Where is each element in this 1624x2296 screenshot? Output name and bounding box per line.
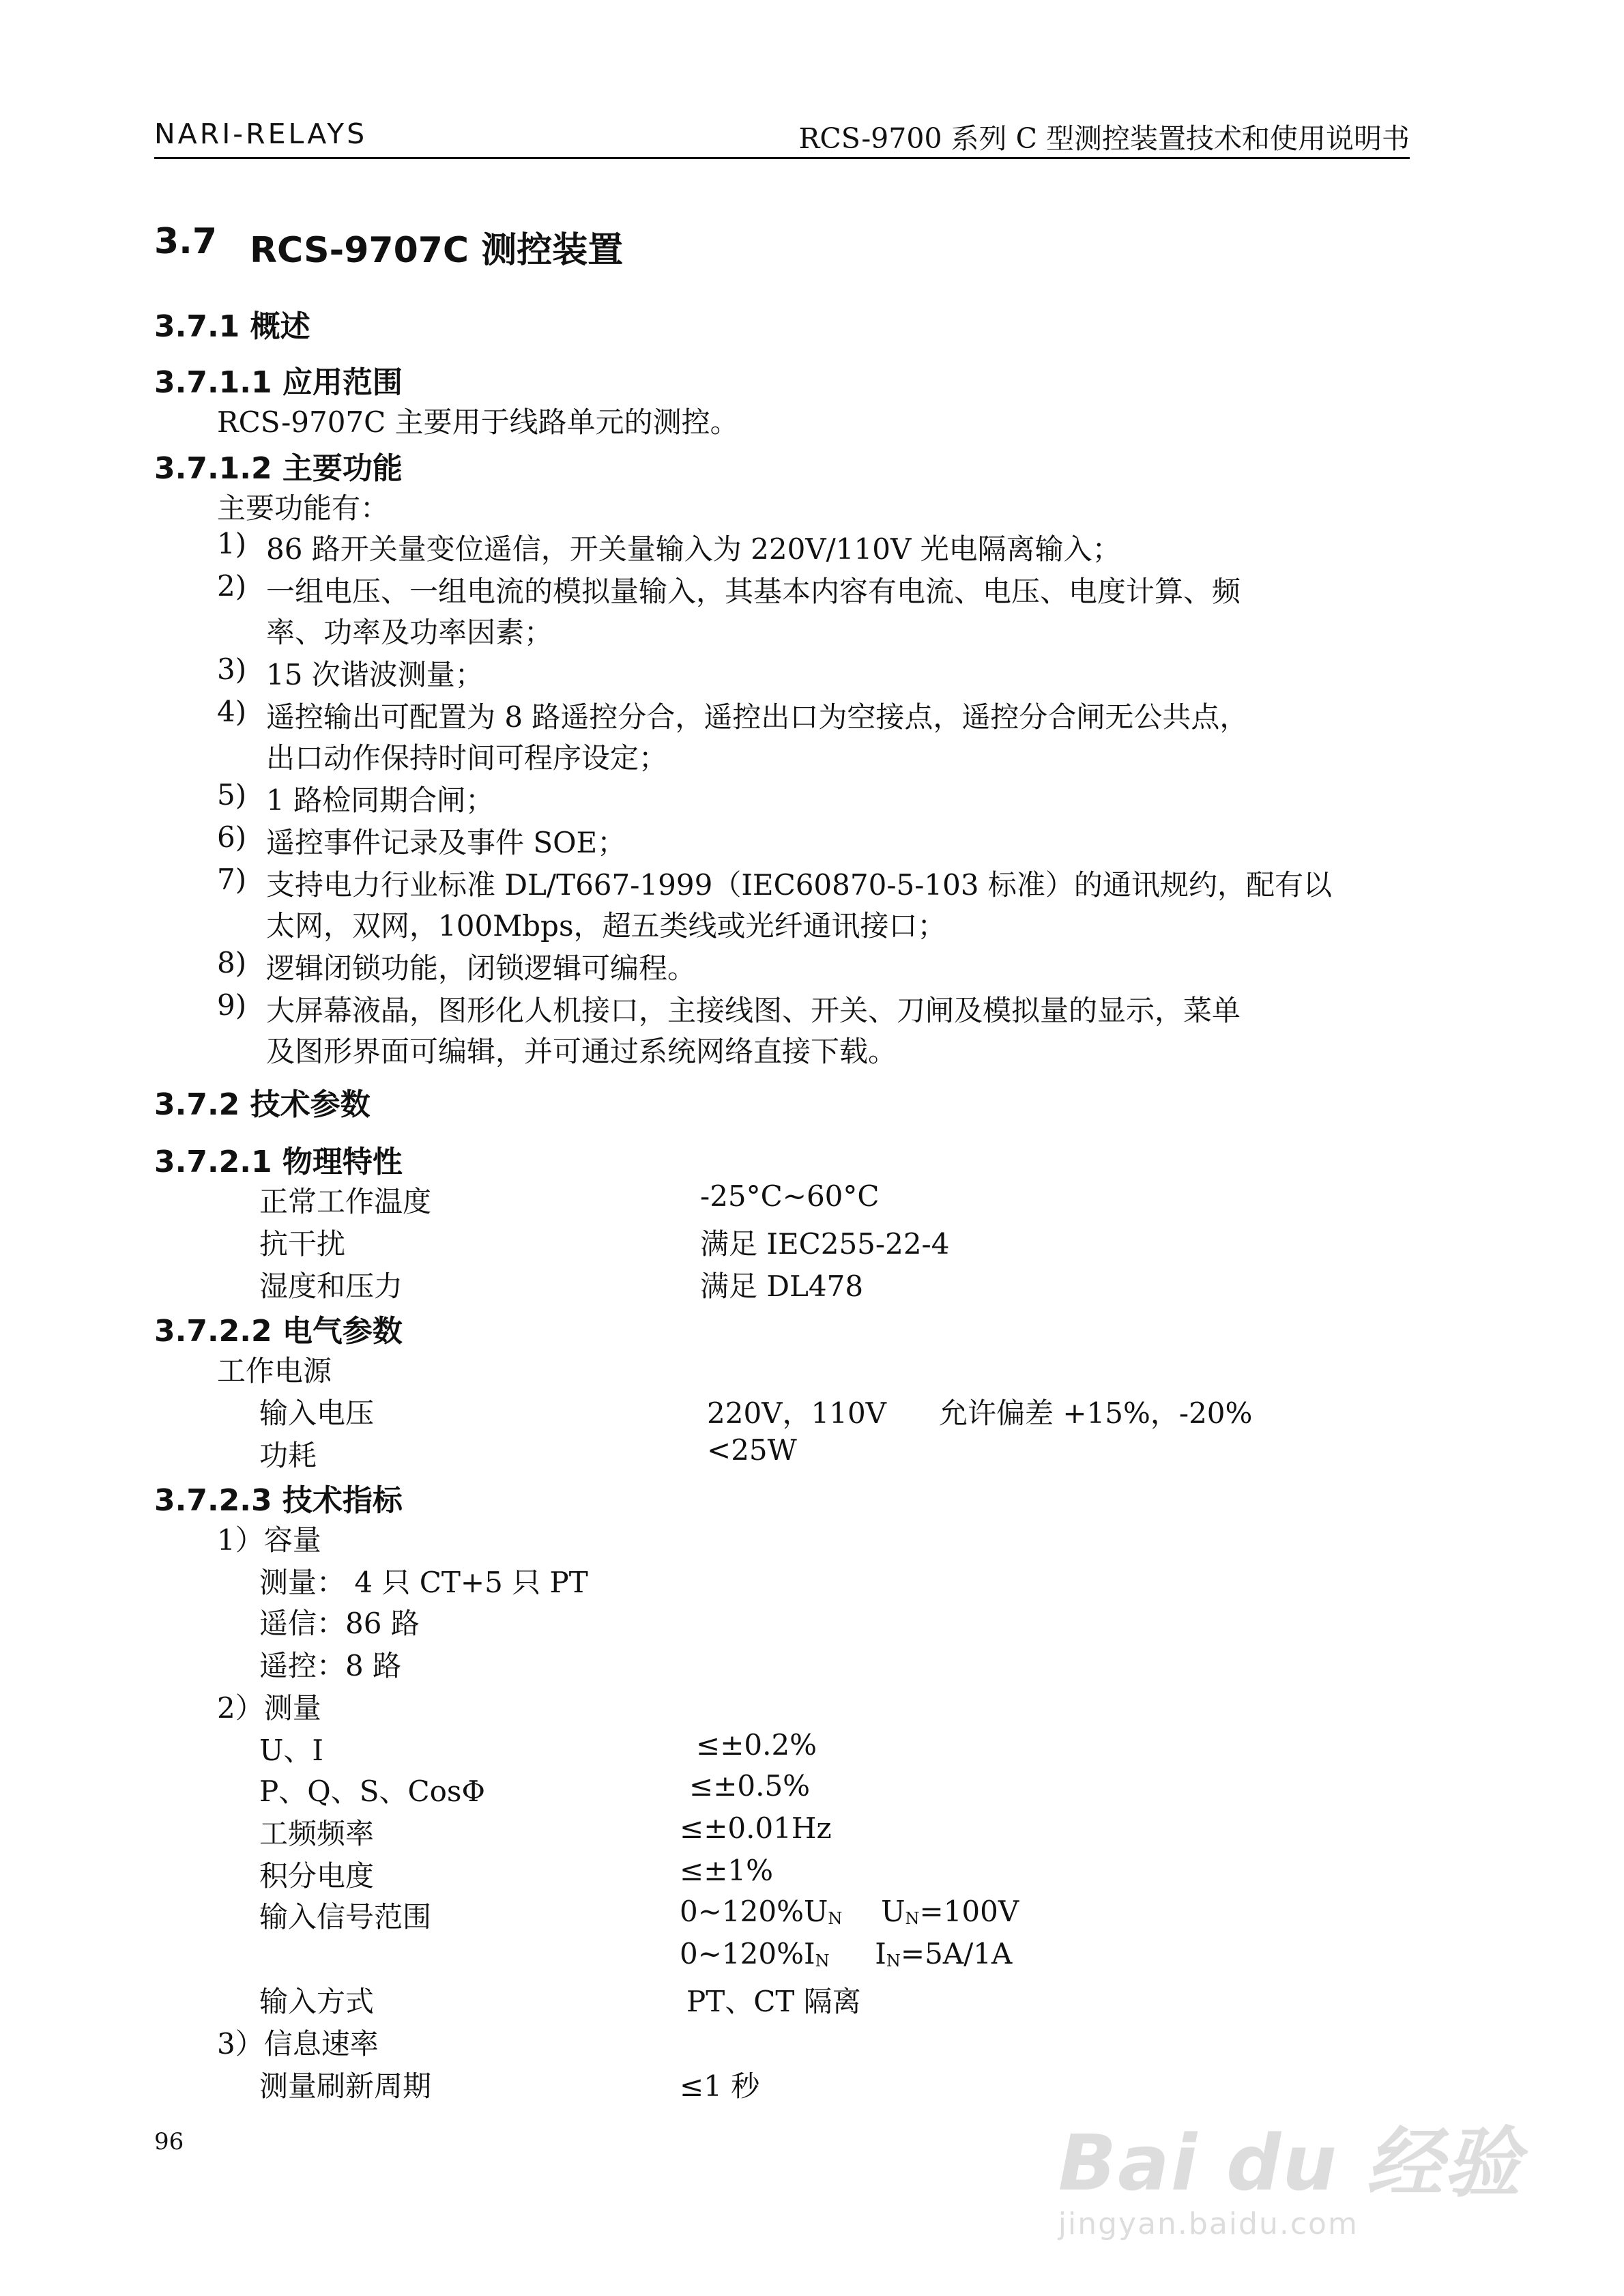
range-i-prefix: 0~120%I bbox=[680, 1937, 815, 1970]
range-i-nominal-value: =5A/1A bbox=[900, 1937, 1013, 1970]
input-range-label: 输入信号范围 bbox=[259, 1900, 432, 1934]
input-range-current bbox=[680, 1937, 1012, 1970]
input-voltage-value: 220V，110V bbox=[707, 1396, 886, 1430]
refresh-period-value: ≤1 秒 bbox=[680, 2069, 760, 2103]
range-u-nominal: U bbox=[881, 1895, 905, 1928]
function-item-line: 大屏幕液晶，图形化人机接口，主接线图、开关、刀闸及模拟量的显示，菜单 bbox=[266, 994, 1241, 1027]
input-voltage-label: 输入电压 bbox=[259, 1396, 375, 1430]
measure-value: ≤±0.5% bbox=[689, 1769, 811, 1803]
function-item-line: 86 路开关量变位遥信，开关量输入为 220V/110V 光电隔离输入； bbox=[266, 532, 1121, 566]
range-i-sub: N bbox=[815, 1951, 830, 1970]
capacity-line: 测量： 4 只 CT+5 只 PT bbox=[259, 1566, 588, 1599]
power-supply-group: 工作电源 bbox=[217, 1354, 332, 1388]
header-left-brand: NARI-RELAYS bbox=[154, 117, 368, 150]
header-divider bbox=[154, 157, 1410, 159]
power-consumption-value: <25W bbox=[707, 1433, 797, 1467]
function-item-line: 支持电力行业标准 DL/T667-1999（IEC60870-5-103 标准）的通讯规约，配有以 bbox=[266, 868, 1332, 902]
function-item-line: 逻辑闭锁功能，闭锁逻辑可编程。 bbox=[266, 951, 697, 985]
physical-value: 满足 DL478 bbox=[700, 1269, 864, 1303]
physical-value: -25°C~60°C bbox=[700, 1179, 880, 1213]
capacity-heading: 1）容量 bbox=[217, 1523, 321, 1557]
range-u-nominal-sub: N bbox=[905, 1909, 920, 1928]
function-item-line: 遥控事件记录及事件 SOE； bbox=[266, 826, 626, 859]
power-consumption-label: 功耗 bbox=[259, 1439, 317, 1472]
function-item-number: 5) bbox=[217, 778, 247, 812]
header-right-title: RCS-9700 系列 C 型测控装置技术和使用说明书 bbox=[798, 122, 1410, 155]
heading-3-7-2-2: 3.7.2.2 电气参数 bbox=[154, 1314, 403, 1349]
capacity-line: 遥控：8 路 bbox=[259, 1649, 402, 1682]
capacity-line: 遥信：86 路 bbox=[259, 1607, 420, 1640]
function-item-line: 太网，双网，100Mbps，超五类线或光纤通讯接口； bbox=[266, 909, 946, 943]
function-item-number: 1) bbox=[217, 527, 247, 560]
heading-3-7-2: 3.7.2 技术参数 bbox=[154, 1087, 371, 1122]
heading-3-7-1: 3.7.1 概述 bbox=[154, 309, 310, 344]
functions-intro: 主要功能有： bbox=[217, 491, 390, 525]
input-range-voltage bbox=[680, 1895, 1019, 1928]
range-i-nominal-sub: N bbox=[886, 1951, 901, 1970]
measure-value: ≤±1% bbox=[680, 1854, 774, 1887]
range-u-prefix: 0~120%U bbox=[680, 1895, 828, 1928]
page-number: 96 bbox=[154, 2128, 184, 2155]
refresh-period-label: 测量刷新周期 bbox=[259, 2069, 432, 2103]
range-u-sub: N bbox=[828, 1909, 843, 1928]
input-mode-value: PT、CT 隔离 bbox=[686, 1985, 861, 2018]
application-text: RCS-9707C 主要用于线路单元的测控。 bbox=[217, 405, 739, 439]
function-item-line: 率、功率及功率因素； bbox=[266, 616, 553, 649]
section-number: 3.7 bbox=[154, 221, 218, 262]
heading-3-7-2-3: 3.7.2.3 技术指标 bbox=[154, 1483, 403, 1518]
function-item-number: 9) bbox=[217, 988, 247, 1022]
function-item-line: 1 路检同期合闸； bbox=[266, 784, 495, 817]
baidu-watermark bbox=[1058, 2102, 1522, 2241]
heading-3-7-1-1: 3.7.1.1 应用范围 bbox=[154, 365, 403, 400]
physical-label: 湿度和压力 bbox=[259, 1269, 403, 1303]
function-item-line: 及图形界面可编辑，并可通过系统网络直接下载。 bbox=[266, 1035, 897, 1068]
measure-label: 工频频率 bbox=[259, 1817, 375, 1850]
range-i-nominal: I bbox=[875, 1937, 886, 1970]
measure-label: P、Q、S、CosΦ bbox=[259, 1775, 485, 1808]
physical-value: 满足 IEC255-22-4 bbox=[700, 1227, 950, 1261]
range-u-nominal-value: =100V bbox=[919, 1895, 1019, 1928]
measure-label: U、I bbox=[259, 1734, 323, 1767]
function-item-line: 遥控输出可配置为 8 路遥控分合，遥控出口为空接点，遥控分合闸无公共点， bbox=[266, 700, 1249, 734]
function-item-number: 4) bbox=[217, 695, 247, 728]
physical-label: 正常工作温度 bbox=[259, 1185, 432, 1218]
measure-value: ≤±0.2% bbox=[696, 1728, 817, 1762]
input-voltage-tolerance: 允许偏差 +15%，-20% bbox=[939, 1396, 1253, 1430]
input-mode-label: 输入方式 bbox=[259, 1985, 375, 2018]
function-item-line: 出口动作保持时间可程序设定； bbox=[266, 741, 668, 775]
function-item-number: 6) bbox=[217, 820, 247, 854]
measure-label: 积分电度 bbox=[259, 1859, 375, 1893]
physical-label: 抗干扰 bbox=[259, 1227, 346, 1261]
function-item-line: 一组电压、一组电流的模拟量输入，其基本内容有电流、电压、电度计算、频 bbox=[266, 575, 1241, 608]
function-item-number: 3) bbox=[217, 652, 247, 686]
watermark-url: jingyan.baidu.com bbox=[1058, 2207, 1359, 2241]
rate-heading: 3）信息速率 bbox=[217, 2027, 379, 2061]
section-title: RCS-9707C 测控装置 bbox=[250, 230, 624, 271]
watermark-logo: Bai du 经验 bbox=[1058, 2119, 1522, 2208]
measure-heading: 2）测量 bbox=[217, 1691, 321, 1725]
function-item-line: 15 次谐波测量； bbox=[266, 658, 484, 691]
heading-3-7-1-2: 3.7.1.2 主要功能 bbox=[154, 451, 403, 486]
heading-3-7-2-1: 3.7.2.1 物理特性 bbox=[154, 1145, 403, 1179]
function-item-number: 8) bbox=[217, 946, 247, 979]
function-item-number: 2) bbox=[217, 569, 247, 603]
function-item-number: 7) bbox=[217, 863, 247, 896]
measure-value: ≤±0.01Hz bbox=[680, 1811, 832, 1845]
